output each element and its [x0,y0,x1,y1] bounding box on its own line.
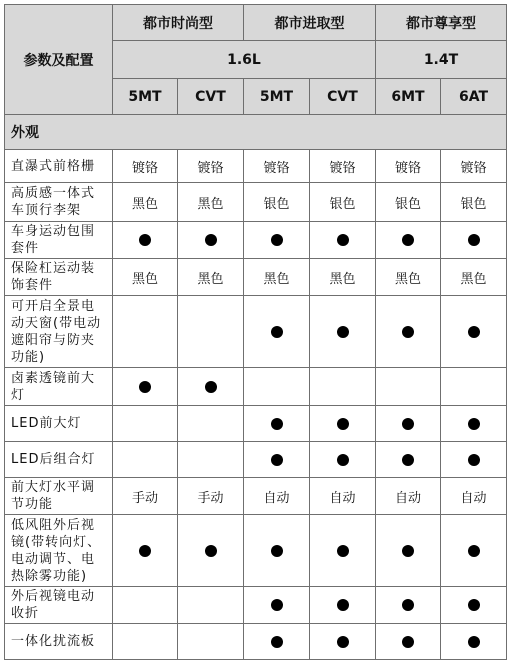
standard-dot-icon [337,599,349,611]
feature-value [310,515,376,587]
feature-value [178,183,244,222]
standard-dot-icon [139,234,151,246]
value-text: 银色 [329,196,356,212]
value-text: 手动 [197,490,224,506]
standard-dot-icon [337,234,349,246]
feature-value [441,296,507,368]
standard-dot-icon [402,545,414,557]
value-text: 自动 [394,490,421,506]
standard-dot-icon [468,636,480,648]
table-row [5,624,507,660]
group-header-fashion: 都市时尚型 [113,5,244,41]
value-text: 黑色 [197,196,224,212]
feature-value [113,222,178,259]
feature-value [244,296,310,368]
feature-value [244,515,310,587]
standard-dot-icon [337,326,349,338]
value-text: 自动 [263,490,290,506]
feature-value [178,296,244,368]
value-text: 自动 [460,490,487,506]
group-header-progress: 都市进取型 [244,5,376,41]
feature-value [113,587,178,624]
value-text: 手动 [131,490,158,506]
feature-value [178,624,244,660]
feature-value [310,259,376,296]
table-row [5,296,507,368]
feature-value [113,442,178,478]
feature-value [113,150,178,183]
value-text: 镀铬 [131,160,158,176]
feature-value [113,515,178,587]
value-text: 镀铬 [460,160,487,176]
feature-value [310,150,376,183]
standard-dot-icon [205,234,217,246]
feature-label: 卤素透镜前大灯 [5,368,113,406]
feature-value [310,296,376,368]
feature-value [376,587,441,624]
table-row [5,587,507,624]
standard-dot-icon [271,234,283,246]
table-row [5,442,507,478]
feature-value [244,587,310,624]
transmission-header: CVT [310,79,376,115]
feature-value [441,259,507,296]
standard-dot-icon [271,636,283,648]
value-text: 自动 [329,490,356,506]
engine-header-16l: 1.6L [113,41,376,79]
feature-value [441,368,507,406]
table-row [5,150,507,183]
feature-value [113,183,178,222]
value-text: 镀铬 [263,160,290,176]
feature-value [310,478,376,515]
feature-value [376,296,441,368]
standard-dot-icon [468,418,480,430]
standard-dot-icon [402,636,414,648]
feature-label: 可开启全景电动天窗(带电动遮阳帘与防夹功能) [5,296,113,368]
value-text: 黑色 [329,271,356,287]
transmission-header: 5MT [113,79,178,115]
feature-label: LED后组合灯 [5,442,113,478]
feature-value [178,368,244,406]
feature-value [178,150,244,183]
feature-value [376,406,441,442]
value-text: 黑色 [263,271,290,287]
value-text: 银色 [263,196,290,212]
feature-value [441,515,507,587]
feature-value [113,368,178,406]
engine-header-14t: 1.4T [376,41,507,79]
feature-value [244,406,310,442]
feature-value [310,222,376,259]
feature-label: 车身运动包围套件 [5,222,113,259]
feature-label: LED前大灯 [5,406,113,442]
feature-value [310,368,376,406]
feature-value [310,587,376,624]
value-text: 银色 [394,196,421,212]
value-text: 黑色 [197,271,224,287]
table-row [5,478,507,515]
feature-label: 一体化扰流板 [5,624,113,660]
spec-body [5,150,507,660]
standard-dot-icon [468,599,480,611]
feature-value [113,406,178,442]
value-text: 银色 [460,196,487,212]
feature-value [376,368,441,406]
standard-dot-icon [402,599,414,611]
feature-value [244,183,310,222]
feature-value [376,150,441,183]
feature-label: 保险杠运动装饰套件 [5,259,113,296]
feature-value [178,587,244,624]
feature-value [244,442,310,478]
standard-dot-icon [468,326,480,338]
feature-value [178,442,244,478]
standard-dot-icon [402,418,414,430]
transmission-header: 6AT [441,79,507,115]
feature-label: 低风阻外后视镜(带转向灯、电动调节、电热除雾功能) [5,515,113,587]
table-row [5,406,507,442]
feature-value [178,406,244,442]
feature-value [113,478,178,515]
standard-dot-icon [139,381,151,393]
feature-value [376,259,441,296]
standard-dot-icon [205,381,217,393]
feature-value [441,183,507,222]
standard-dot-icon [271,599,283,611]
standard-dot-icon [402,234,414,246]
feature-value [441,406,507,442]
value-text: 黑色 [460,271,487,287]
standard-dot-icon [271,418,283,430]
feature-value [113,296,178,368]
standard-dot-icon [468,454,480,466]
standard-dot-icon [337,545,349,557]
feature-value [244,478,310,515]
feature-value [376,222,441,259]
standard-dot-icon [205,545,217,557]
standard-dot-icon [337,454,349,466]
table-row [5,259,507,296]
spec-table [4,4,507,660]
value-text: 镀铬 [394,160,421,176]
group-header-premium: 都市尊享型 [376,5,507,41]
feature-value [113,259,178,296]
feature-value [178,515,244,587]
feature-value [441,150,507,183]
standard-dot-icon [271,545,283,557]
table-row [5,515,507,587]
standard-dot-icon [139,545,151,557]
standard-dot-icon [468,234,480,246]
value-text: 黑色 [131,271,158,287]
standard-dot-icon [402,454,414,466]
feature-label: 外后视镜电动收折 [5,587,113,624]
feature-value [178,222,244,259]
feature-value [310,624,376,660]
feature-value [376,478,441,515]
feature-value [178,478,244,515]
feature-value [244,259,310,296]
standard-dot-icon [271,454,283,466]
feature-value [178,259,244,296]
feature-value [441,624,507,660]
feature-value [310,406,376,442]
standard-dot-icon [468,545,480,557]
feature-value [310,442,376,478]
value-text: 镀铬 [197,160,224,176]
feature-value [376,442,441,478]
table-row [5,183,507,222]
value-text: 镀铬 [329,160,356,176]
feature-value [376,515,441,587]
feature-value [441,222,507,259]
section-title: 外观 [5,115,507,150]
feature-value [244,368,310,406]
feature-value [376,624,441,660]
transmission-header: 5MT [244,79,310,115]
param-header: 参数及配置 [5,5,113,115]
feature-label: 前大灯水平调节功能 [5,478,113,515]
feature-label: 高质感一体式车顶行李架 [5,183,113,222]
feature-value [244,222,310,259]
feature-value [376,183,441,222]
feature-value [441,478,507,515]
transmission-header: CVT [178,79,244,115]
feature-value [244,150,310,183]
feature-label: 直瀑式前格栅 [5,150,113,183]
standard-dot-icon [402,326,414,338]
table-row [5,222,507,259]
standard-dot-icon [337,418,349,430]
transmission-header: 6MT [376,79,441,115]
value-text: 黑色 [394,271,421,287]
standard-dot-icon [337,636,349,648]
feature-value [310,183,376,222]
value-text: 黑色 [131,196,158,212]
feature-value [113,624,178,660]
feature-value [441,442,507,478]
feature-value [244,624,310,660]
feature-value [441,587,507,624]
standard-dot-icon [271,326,283,338]
table-row [5,368,507,406]
